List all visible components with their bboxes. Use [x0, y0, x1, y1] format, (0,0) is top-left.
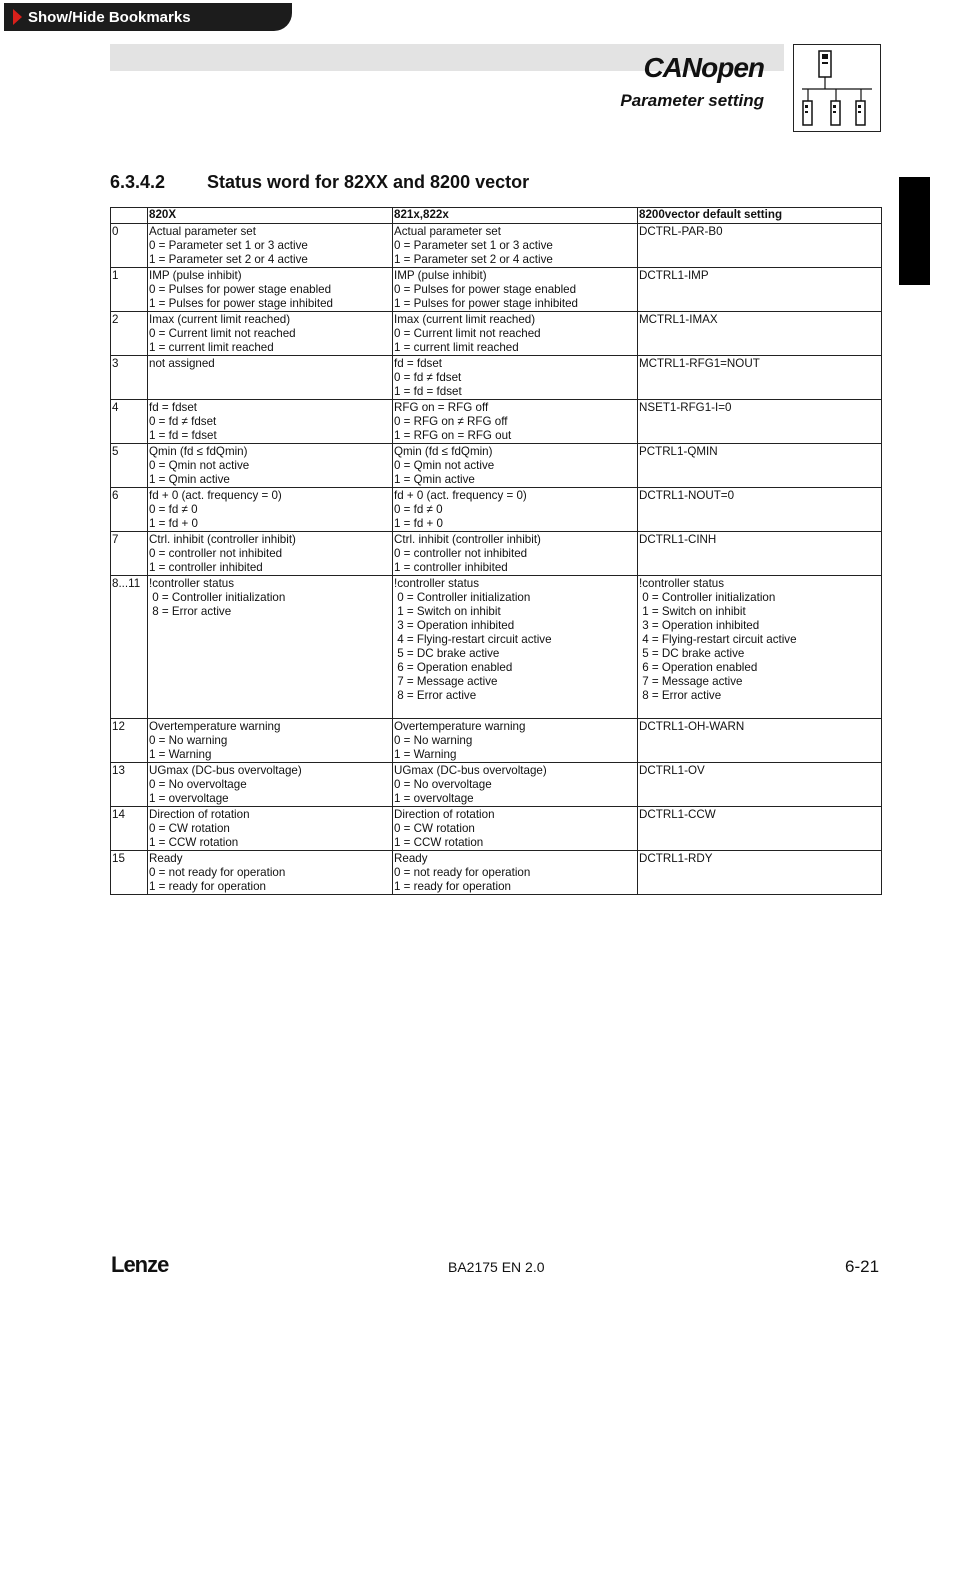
- cell-line: PCTRL1-QMIN: [639, 445, 718, 458]
- bit-number-cell: 5: [111, 444, 148, 488]
- column-header-821x: 821x,822x: [393, 208, 638, 224]
- document-code: BA2175 EN 2.0: [448, 1259, 545, 1275]
- cell-line: !controller status: [639, 577, 725, 590]
- cell-line: 0 = Controller initialization: [149, 591, 286, 604]
- cell-line: Ctrl. inhibit (controller inhibit): [149, 533, 296, 546]
- cell-line: 0 = fd ≠ fdset: [394, 371, 462, 384]
- bit-number-cell: 1: [111, 268, 148, 312]
- c8200-cell: [638, 444, 882, 488]
- cell-line: fd = fdset: [394, 357, 443, 370]
- cell-line: 0 = fd ≠ 0: [394, 503, 443, 516]
- cell-line: 1 = controller inhibited: [149, 561, 263, 574]
- bit-number-cell: 15: [111, 851, 148, 895]
- cell-line: Actual parameter set: [394, 225, 501, 238]
- cell-line: NSET1-RFG1-I=0: [639, 401, 732, 414]
- cell-line: 8 = Error active: [149, 605, 232, 618]
- bit-number-cell: 6: [111, 488, 148, 532]
- cell-line: 1 = Parameter set 2 or 4 active: [394, 253, 553, 266]
- cell-line: Ready: [394, 852, 428, 865]
- c820x-cell: [148, 763, 393, 807]
- cell-line: Direction of rotation: [149, 808, 250, 821]
- cell-line: 6 = Operation enabled: [639, 661, 758, 674]
- show-hide-bookmarks-button[interactable]: [4, 3, 292, 31]
- table-row: [111, 807, 882, 851]
- cell-line: 0 = not ready for operation: [394, 866, 531, 879]
- section-title: Status word for 82XX and 8200 vector: [207, 172, 530, 192]
- table-row: [111, 719, 882, 763]
- cell-line: 1 = Pulses for power stage inhibited: [394, 297, 578, 310]
- section-number: 6.3.4.2: [110, 172, 166, 192]
- cell-line: 1 = current limit reached: [394, 341, 519, 354]
- table-row: [111, 400, 882, 444]
- c820x-cell: [148, 719, 393, 763]
- c820x-cell: [148, 268, 393, 312]
- cell-line: 8 = Error active: [639, 689, 722, 702]
- cell-line: fd + 0 (act. frequency = 0): [149, 489, 282, 502]
- c821x-cell: [393, 532, 638, 576]
- cell-line: 5 = DC brake active: [394, 647, 500, 660]
- cell-line: 6 = Operation enabled: [394, 661, 513, 674]
- cell-line: DCTRL1-OH-WARN: [639, 720, 745, 733]
- c8200-cell: [638, 312, 882, 356]
- c821x-cell: [393, 807, 638, 851]
- cell-line: 1 = CCW rotation: [394, 836, 484, 849]
- c820x-cell: [148, 400, 393, 444]
- cell-line: RFG on = RFG off: [394, 401, 489, 414]
- cell-line: 1 = Warning: [394, 748, 457, 761]
- cell-line: 1 = fd = fdset: [149, 429, 217, 442]
- c821x-cell: [393, 400, 638, 444]
- cell-line: 4 = Flying-restart circuit active: [394, 633, 552, 646]
- c8200-cell: [638, 224, 882, 268]
- table-row: [111, 356, 882, 400]
- bit-number-cell: 7: [111, 532, 148, 576]
- cell-line: 1 = ready for operation: [149, 880, 266, 893]
- c821x-cell: [393, 224, 638, 268]
- cell-line: Imax (current limit reached): [149, 313, 291, 326]
- cell-line: IMP (pulse inhibit): [149, 269, 242, 282]
- cell-line: Ready: [149, 852, 183, 865]
- cell-line: 5 = DC brake active: [639, 647, 745, 660]
- network-devices-icon: [793, 44, 881, 132]
- cell-line: Overtemperature warning: [149, 720, 281, 733]
- cell-line: 0 = Parameter set 1 or 3 active: [149, 239, 308, 252]
- bit-number-cell: 2: [111, 312, 148, 356]
- c821x-cell: [393, 268, 638, 312]
- cell-line: 7 = Message active: [394, 675, 498, 688]
- cell-line: 1 = overvoltage: [394, 792, 474, 805]
- column-header-bit: [111, 208, 148, 224]
- cell-line: UGmax (DC-bus overvoltage): [394, 764, 547, 777]
- column-header-8200vector: 8200vector default setting: [638, 208, 882, 224]
- cell-line: Qmin (fd ≤ fdQmin): [394, 445, 493, 458]
- lenze-logo: Lenze: [111, 1252, 169, 1277]
- c821x-cell: [393, 488, 638, 532]
- c8200-cell: [638, 532, 882, 576]
- c820x-cell: [148, 576, 393, 719]
- c820x-cell: [148, 224, 393, 268]
- c8200-cell: [638, 719, 882, 763]
- cell-line: 1 = fd + 0: [149, 517, 198, 530]
- cell-line: 0 = No overvoltage: [394, 778, 492, 791]
- table-row: [111, 224, 882, 268]
- cell-line: 1 = overvoltage: [149, 792, 229, 805]
- cell-line: 3 = Operation inhibited: [394, 619, 515, 632]
- table-row: [111, 851, 882, 895]
- status-word-table: [110, 207, 882, 895]
- c821x-cell: [393, 444, 638, 488]
- c8200-cell: [638, 356, 882, 400]
- cell-line: DCTRL1-NOUT=0: [639, 489, 735, 502]
- table-header-row: [111, 208, 882, 224]
- c821x-cell: [393, 356, 638, 400]
- c8200-cell: [638, 851, 882, 895]
- cell-line: 0 = Current limit not reached: [149, 327, 296, 340]
- cell-line: 1 = Warning: [149, 748, 212, 761]
- c8200-cell: [638, 576, 882, 719]
- bookmarks-label: Show/Hide Bookmarks: [28, 8, 191, 26]
- cell-line: DCTRL1-RDY: [639, 852, 713, 865]
- page-title: CANopen: [643, 52, 764, 83]
- cell-line: 1 = controller inhibited: [394, 561, 508, 574]
- cell-line: fd = fdset: [149, 401, 198, 414]
- cell-line: not assigned: [149, 357, 215, 370]
- cell-line: 0 = CW rotation: [394, 822, 475, 835]
- cell-line: fd + 0 (act. frequency = 0): [394, 489, 527, 502]
- cell-line: 0 = No warning: [394, 734, 473, 747]
- cell-line: 0 = controller not inhibited: [149, 547, 283, 560]
- cell-line: 0 = Current limit not reached: [394, 327, 541, 340]
- c821x-cell: [393, 763, 638, 807]
- cell-line: MCTRL1-RFG1=NOUT: [639, 357, 760, 370]
- table-row: [111, 312, 882, 356]
- cell-line: Ctrl. inhibit (controller inhibit): [394, 533, 541, 546]
- c820x-cell: [148, 356, 393, 400]
- cell-line: DCTRL1-CCW: [639, 808, 716, 821]
- section-heading: [110, 172, 529, 193]
- cell-line: 1 = Qmin active: [149, 473, 230, 486]
- cell-line: 0 = CW rotation: [149, 822, 230, 835]
- c8200-cell: [638, 763, 882, 807]
- cell-line: 1 = CCW rotation: [149, 836, 239, 849]
- cell-line: 1 = ready for operation: [394, 880, 511, 893]
- c8200-cell: [638, 268, 882, 312]
- cell-line: 0 = Controller initialization: [639, 591, 776, 604]
- cell-line: Direction of rotation: [394, 808, 495, 821]
- page-number: 6-21: [845, 1257, 880, 1276]
- cell-line: 0 = Controller initialization: [394, 591, 531, 604]
- c820x-cell: [148, 851, 393, 895]
- c820x-cell: [148, 807, 393, 851]
- table-row: [111, 576, 882, 719]
- cell-line: 8 = Error active: [394, 689, 477, 702]
- cell-line: !controller status: [149, 577, 235, 590]
- cell-line: 1 = Parameter set 2 or 4 active: [149, 253, 308, 266]
- cell-line: Overtemperature warning: [394, 720, 526, 733]
- bit-number-cell: 8...11: [111, 576, 148, 719]
- cell-line: 1 = current limit reached: [149, 341, 274, 354]
- cell-line: 0 = RFG on ≠ RFG off: [394, 415, 508, 428]
- chapter-tab-marker: [899, 177, 930, 285]
- cell-line: 0 = No warning: [149, 734, 228, 747]
- column-header-820x: 820X: [148, 208, 393, 224]
- cell-line: 1 = Switch on inhibit: [394, 605, 501, 618]
- cell-line: 1 = Qmin active: [394, 473, 475, 486]
- c8200-cell: [638, 488, 882, 532]
- cell-line: 0 = fd ≠ fdset: [149, 415, 217, 428]
- cell-line: 1 = RFG on = RFG out: [394, 429, 512, 442]
- cell-line: DCTRL-PAR-B0: [639, 225, 723, 238]
- cell-line: 0 = Parameter set 1 or 3 active: [394, 239, 553, 252]
- bit-number-cell: 14: [111, 807, 148, 851]
- cell-line: IMP (pulse inhibit): [394, 269, 487, 282]
- c8200-cell: [638, 400, 882, 444]
- cell-line: Imax (current limit reached): [394, 313, 536, 326]
- cell-line: 1 = Pulses for power stage inhibited: [149, 297, 333, 310]
- cell-line: DCTRL1-CINH: [639, 533, 717, 546]
- c821x-cell: [393, 851, 638, 895]
- cell-line: 0 = fd ≠ 0: [149, 503, 198, 516]
- table-row: [111, 763, 882, 807]
- cell-line: MCTRL1-IMAX: [639, 313, 718, 326]
- bit-number-cell: 13: [111, 763, 148, 807]
- c821x-cell: [393, 719, 638, 763]
- cell-line: DCTRL1-OV: [639, 764, 705, 777]
- cell-line: !controller status: [394, 577, 480, 590]
- cell-line: 4 = Flying-restart circuit active: [639, 633, 797, 646]
- c8200-cell: [638, 807, 882, 851]
- table-row: [111, 488, 882, 532]
- c821x-cell: [393, 576, 638, 719]
- page-subtitle: Parameter setting: [620, 91, 764, 110]
- cell-line: 0 = Qmin not active: [149, 459, 250, 472]
- cell-line: 1 = fd = fdset: [394, 385, 462, 398]
- cell-line: 0 = not ready for operation: [149, 866, 286, 879]
- table-row: [111, 444, 882, 488]
- c820x-cell: [148, 488, 393, 532]
- play-arrow-icon: [13, 9, 22, 25]
- cell-line: 0 = Pulses for power stage enabled: [394, 283, 577, 296]
- table-row: [111, 268, 882, 312]
- cell-line: Qmin (fd ≤ fdQmin): [149, 445, 248, 458]
- cell-line: DCTRL1-IMP: [639, 269, 709, 282]
- c820x-cell: [148, 444, 393, 488]
- cell-line: 0 = No overvoltage: [149, 778, 247, 791]
- cell-line: 1 = Switch on inhibit: [639, 605, 746, 618]
- bit-number-cell: 3: [111, 356, 148, 400]
- bit-number-cell: 12: [111, 719, 148, 763]
- c821x-cell: [393, 312, 638, 356]
- cell-line: 0 = Qmin not active: [394, 459, 495, 472]
- cell-line: 0 = controller not inhibited: [394, 547, 528, 560]
- bit-number-cell: 0: [111, 224, 148, 268]
- cell-line: 3 = Operation inhibited: [639, 619, 760, 632]
- cell-line: 0 = Pulses for power stage enabled: [149, 283, 332, 296]
- cell-line: Actual parameter set: [149, 225, 256, 238]
- table-row: [111, 532, 882, 576]
- c820x-cell: [148, 532, 393, 576]
- cell-line: UGmax (DC-bus overvoltage): [149, 764, 302, 777]
- cell-line: 7 = Message active: [639, 675, 743, 688]
- cell-line: 1 = fd + 0: [394, 517, 443, 530]
- bit-number-cell: 4: [111, 400, 148, 444]
- c820x-cell: [148, 312, 393, 356]
